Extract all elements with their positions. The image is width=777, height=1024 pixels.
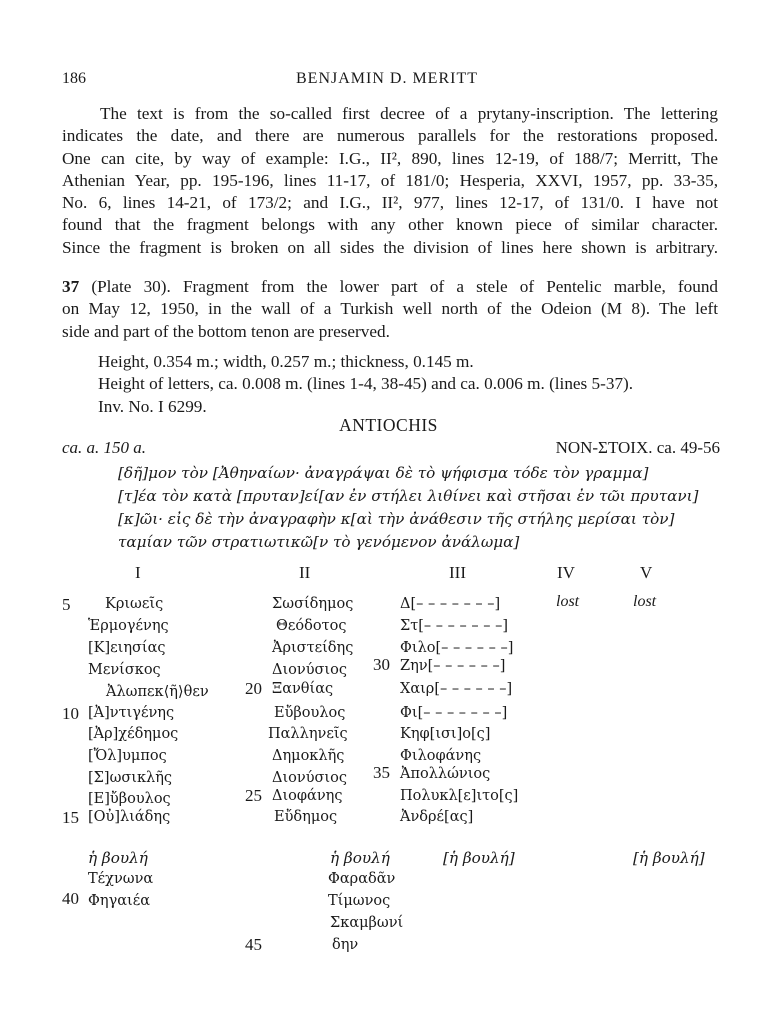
col1-entry: Μενίσκος <box>88 662 161 678</box>
col1-entry: [Ὄλ]υμπος <box>88 748 167 764</box>
paragraph-line: Athenian Year, pp. 195-196, lines 11-17, of 181/0; Hesperia, XXVI, 1957, pp. 33-35, <box>62 170 718 190</box>
inscription-date: ca. a. 150 a. <box>62 438 147 457</box>
col2-entry: Παλληνεῖς <box>268 726 348 742</box>
bottom-c1-line: Τέχνωνα <box>88 871 154 887</box>
col3-entry: Στ[– – – – – – –] <box>400 618 508 634</box>
col3-entry: Φιλοφάνης <box>400 748 482 764</box>
line-number: 35 <box>373 763 390 782</box>
paragraph-line <box>62 276 718 298</box>
inscription-line: [κ]ῶι· εἰς δὲ τὴν ἀναγραφὴν κ[αὶ τὴν ἀνάθεσιν τῆς στήλης μερίσαι τὸν] <box>118 510 675 528</box>
col3-entry: Πολυκλ[ε]ιτο[ς] <box>400 788 519 804</box>
col3-entry: Ζην[– – – – – –] <box>400 658 506 674</box>
col2-entry: Διονύσιος <box>272 662 347 678</box>
page-number: 186 <box>62 70 86 87</box>
col1-entry: [Κ]ειησίας <box>88 640 166 656</box>
paragraph-line: found that the fragment belongs with any other known piece of similar character. <box>62 215 718 235</box>
line-number: 20 <box>245 679 262 698</box>
col2-entry: Διονύσιος <box>272 770 347 786</box>
bottom-c2-line: δην <box>332 937 359 953</box>
intro-paragraph <box>62 103 718 259</box>
inscription-line: [δῆ]μον τὸν [Ἀθηναίων· ἀναγράψαι δὲ τὸ ψήφισμα τόδε τὸν γραμμα] <box>118 464 649 482</box>
dimension-line: Height, 0.354 m.; width, 0.257 m.; thickness, 0.145 m. <box>98 352 474 371</box>
col2-entry: Ξανθίας <box>272 681 334 697</box>
paragraph-line: The text is from the so-called first decree of a prytany-inscription. The lettering <box>100 104 718 123</box>
bottom-c2-line: Τίμωνος <box>328 893 391 909</box>
column-header: II <box>299 563 311 582</box>
paragraph-line: side and part of the bottom tenon are preserved. <box>62 321 390 341</box>
col1-entry: [Ε]ὔβουλος <box>88 791 171 807</box>
col1-entry: [Ἀρ]χέδημος <box>88 726 179 742</box>
bottom-c2-line: Φαραδᾶν <box>328 871 396 887</box>
line-number: 40 <box>62 889 79 908</box>
running-title: BENJAMIN D. MERITT <box>296 70 478 87</box>
col2-entry: Θεόδοτος <box>276 618 347 634</box>
col2-entry: Διοφάνης <box>272 788 343 804</box>
line-number: 25 <box>245 786 262 805</box>
paragraph-line: on May 12, 1950, in the wall of a Turkish well north of the Odeion (M 8). The left <box>62 299 718 319</box>
entry-text: (Plate 30). Fragment from the lower part of a stele of Pentelic marble, found <box>91 277 719 296</box>
col1-entry: [Ἀ]ντιγένης <box>88 705 175 721</box>
line-number: 45 <box>245 935 262 954</box>
col4-status: lost <box>556 593 580 610</box>
line-number: 5 <box>62 595 71 614</box>
col3-entry: Φιλο[– – – – – –] <box>400 640 514 656</box>
col3-entry: Δ[– – – – – – –] <box>400 596 501 612</box>
column-header: III <box>449 563 466 582</box>
bottom-c1-line: Φηγαιέα <box>88 893 151 909</box>
line-number: 10 <box>62 704 79 723</box>
paragraph-line: One can cite, by way of example: I.G., II², 890, lines 12-19, of 188/7; Merritt, The <box>62 148 718 168</box>
col3-entry: Κηφ[ισι]ο[ς] <box>400 726 491 742</box>
inscription-style: NON-ΣΤΟΙΧ. ca. 49-56 <box>555 438 720 457</box>
col1-entry: Ἑρμογένης <box>88 618 169 634</box>
col2-entry: Ἀριστείδης <box>272 640 354 656</box>
col2-entry: Εὔδημος <box>274 809 338 825</box>
line-number: 30 <box>373 655 390 674</box>
bottom-c3-line: [ἡ βουλή] <box>443 849 515 867</box>
col2-entry: Σωσίδημος <box>272 596 354 612</box>
bottom-c5-line: [ἡ βουλή] <box>633 849 705 867</box>
col2-entry: Δημοκλῆς <box>272 748 345 764</box>
dimension-line: Height of letters, ca. 0.008 m. (lines 1-4, 38-45) and ca. 0.006 m. (lines 5-37). <box>98 374 634 394</box>
column-header: IV <box>557 563 575 582</box>
col5-status: lost <box>633 593 657 610</box>
entry-paragraph <box>62 276 718 343</box>
col3-entry: Χαιρ[– – – – – –] <box>400 681 513 697</box>
col1-entry: [Οὐ]λιάδης <box>88 809 171 825</box>
dimension-line: Inv. No. I 6299. <box>98 396 207 416</box>
col1-entry: Ἀλωπεκ⟨ῆ⟩θεν <box>106 684 209 700</box>
col1-entry: [Σ]ωσικλῆς <box>88 770 173 786</box>
inscription-line: [τ]έα τὸν κατὰ [πρυταν]εί[αν ἐν στήλει λιθίνει καὶ στῆσαι ἐν τῶι πρυτανι] <box>118 487 699 505</box>
paragraph-line: indicates the date, and there are numerous parallels for the restorations proposed. <box>62 126 718 146</box>
column-header: I <box>135 563 141 582</box>
bottom-c1-line: ἡ βουλή <box>88 849 148 867</box>
column-header: V <box>640 563 653 582</box>
col3-entry: Ἀπολλώνιος <box>400 766 491 782</box>
paragraph-line: Since the fragment is broken on all sides the division of lines here shown is arbitrary. <box>62 237 718 257</box>
col1-entry: Κριωεῖς <box>105 596 164 612</box>
col3-entry: Ἀνδρέ[ας] <box>400 809 474 825</box>
entry-number: 37 <box>62 277 80 296</box>
dimensions-block <box>98 351 633 418</box>
col2-entry: Εὔβουλος <box>274 705 346 721</box>
line-number: 15 <box>62 808 79 827</box>
paragraph-line: No. 6, lines 14-21, of 173/2; and I.G., II², 977, lines 12-17, of 131/0. I have not <box>62 193 718 213</box>
bottom-c2-line: Σκαμβωνί <box>330 915 404 931</box>
bottom-c2-line: ἡ βουλή <box>330 849 390 867</box>
col3-entry: Φι[– – – – – – –] <box>400 705 508 721</box>
inscription-title: ANTIOCHIS <box>339 415 438 435</box>
inscription-line: ταμίαν τῶν στρατιωτικῶ[ν τὸ γενόμενον ἀνάλωμα] <box>118 533 520 551</box>
